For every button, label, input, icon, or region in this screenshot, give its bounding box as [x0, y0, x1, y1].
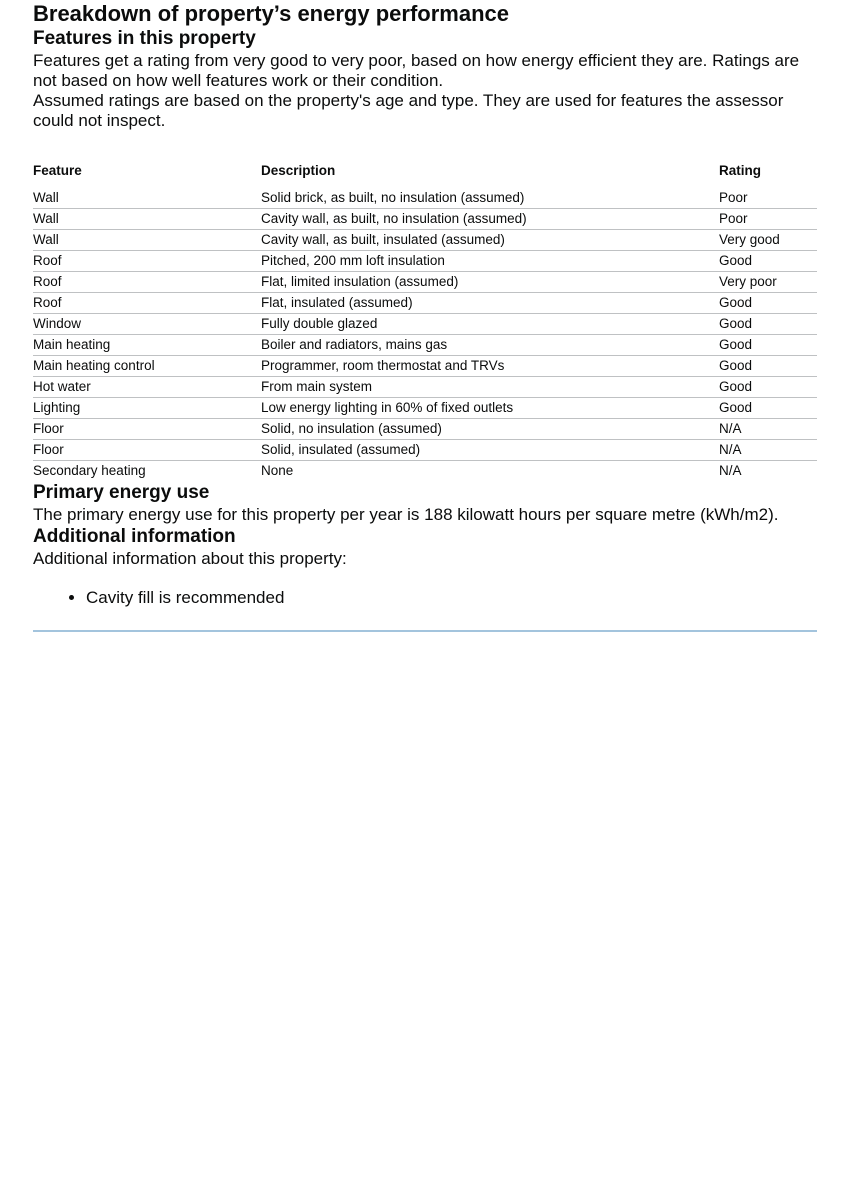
primary-energy-text: The primary energy use for this property per year is 188 kilowatt hours per square metre (kWh/m2). — [33, 505, 779, 524]
table-row — [33, 419, 817, 440]
additional-info-heading: Additional information — [33, 526, 236, 547]
table-row — [33, 398, 817, 419]
table-row — [33, 209, 817, 230]
primary-energy-heading: Primary energy use — [33, 482, 210, 503]
additional-info-list — [33, 588, 817, 608]
cell-rating: Good — [719, 251, 817, 272]
table-row — [33, 461, 817, 482]
cell-feature: Roof — [33, 272, 261, 293]
cell-rating: Very good — [719, 230, 817, 251]
cell-rating: Good — [719, 335, 817, 356]
column-header-rating: Rating — [719, 162, 817, 188]
cell-feature: Main heating control — [33, 356, 261, 377]
additional-info-intro: Additional information about this property: — [33, 549, 347, 568]
cell-description: Solid, insulated (assumed) — [261, 440, 719, 461]
table-row — [33, 356, 817, 377]
cell-description: Low energy lighting in 60% of fixed outlets — [261, 398, 719, 419]
cell-feature: Lighting — [33, 398, 261, 419]
cell-feature: Wall — [33, 188, 261, 209]
column-header-feature: Feature — [33, 162, 261, 188]
table-row — [33, 440, 817, 461]
cell-rating: Good — [719, 293, 817, 314]
cell-feature: Window — [33, 314, 261, 335]
cell-rating: Good — [719, 356, 817, 377]
table-row — [33, 293, 817, 314]
cell-rating: Good — [719, 314, 817, 335]
features-table — [33, 162, 817, 481]
cell-rating: N/A — [719, 440, 817, 461]
cell-description: Solid, no insulation (assumed) — [261, 419, 719, 440]
cell-feature: Wall — [33, 209, 261, 230]
column-header-description: Description — [261, 162, 719, 188]
assumed-ratings-text: Assumed ratings are based on the property's age and type. They are used for features the assessor could not inspect. — [33, 91, 784, 130]
section-divider — [33, 630, 817, 632]
cell-feature: Roof — [33, 293, 261, 314]
cell-feature: Wall — [33, 230, 261, 251]
table-row — [33, 272, 817, 293]
cell-rating: N/A — [719, 463, 742, 478]
cell-description: Boiler and radiators, mains gas — [261, 335, 719, 356]
page-content — [33, 0, 817, 632]
cell-description: Cavity wall, as built, insulated (assumed) — [261, 230, 719, 251]
table-row — [33, 251, 817, 272]
table-row — [33, 230, 817, 251]
cell-feature: Floor — [33, 440, 261, 461]
cell-description: Solid brick, as built, no insulation (assumed) — [261, 188, 719, 209]
cell-rating: N/A — [719, 419, 817, 440]
cell-feature: Secondary heating — [33, 463, 146, 478]
cell-description: Cavity wall, as built, no insulation (assumed) — [261, 209, 719, 230]
cell-description: Flat, limited insulation (assumed) — [261, 272, 719, 293]
table-row — [33, 335, 817, 356]
cell-feature: Roof — [33, 251, 261, 272]
cell-description: Pitched, 200 mm loft insulation — [261, 251, 719, 272]
cell-feature: Hot water — [33, 377, 261, 398]
cell-rating: Good — [719, 398, 817, 419]
list-item: • Cavity fill is recommended — [86, 588, 817, 608]
cell-description: From main system — [261, 377, 719, 398]
features-intro-text: Features get a rating from very good to very poor, based on how energy efficient they are. Ratings are not based on how well features work or their condition. — [33, 51, 800, 90]
cell-description: Flat, insulated (assumed) — [261, 293, 719, 314]
table-header-row — [33, 162, 817, 188]
cell-description: Fully double glazed — [261, 314, 719, 335]
page-title: Breakdown of property’s energy performance — [33, 1, 509, 26]
cell-rating: Poor — [719, 209, 817, 230]
features-heading: Features in this property — [33, 28, 256, 49]
cell-feature: Floor — [33, 419, 261, 440]
cell-feature: Main heating — [33, 335, 261, 356]
features-table-body — [33, 188, 817, 482]
cell-rating: Very poor — [719, 272, 817, 293]
table-row — [33, 314, 817, 335]
table-row — [33, 377, 817, 398]
table-row — [33, 188, 817, 209]
cell-description: None — [261, 463, 294, 478]
cell-rating: Good — [719, 377, 817, 398]
cell-description: Programmer, room thermostat and TRVs — [261, 356, 719, 377]
cell-rating: Poor — [719, 188, 817, 209]
